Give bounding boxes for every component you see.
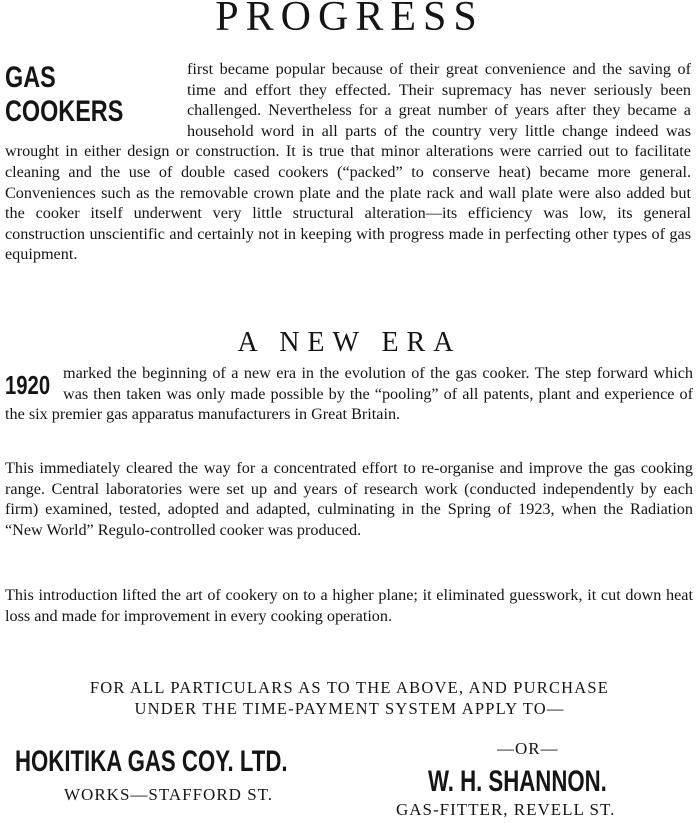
reorganise-paragraph: This immediately cleared the way for a concentrated effort to re-organise and improve the gas cooking range. Central laboratories were set up and years of research work (conducted independently by each firm) examined, tested, adopted and adapted, culminating in the Spring of 1923, when the Radiation “New World” Regulo-controlled cooker was produced. (5, 459, 693, 539)
lead-year: 1920 (5, 370, 51, 400)
introduction-paragraph: This introduction lifted the art of cookery on to a higher plane; it eliminated guesswork, it cut down heat loss and made for improvement in every cooking operation. (5, 586, 693, 625)
lead-heading-gas-cookers: GAS COOKERS (5, 61, 124, 128)
alt-supplier-name: W. H. SHANNON. (428, 765, 607, 798)
company-address: WORKS—STAFFORD ST. (64, 785, 274, 804)
or-separator: —OR— (497, 739, 559, 758)
ad-title: PROGRESS (215, 0, 484, 40)
intro-text: first became popular because of their great convenience and the saving of time and effort they effected. Their supremacy has never seriously been challenged. Nevertheless for a great number of years after they became a household word in all parts of the country very little change indeed was wrought in either design or construction. It is true that minor alterations were carried out to facilitate cleaning and the use of double cased cookers (“packed” to conserve heat) became more general. Conveniences such as the removable crown plate and the plate rack and wall plate were also added but the cooker itself underwent very little structural alteration—its efficiency was low, its general construction unscientific and certainly not in keeping with progress made in perfecting other types of gas equipment. (5, 60, 691, 264)
section-heading-new-era: A NEW ERA (237, 327, 462, 358)
footer-line-1: FOR ALL PARTICULARS AS TO THE ABOVE, AND PURCHASE (89, 678, 610, 697)
footer-line-2: UNDER THE TIME-PAYMENT SYSTEM APPLY TO— (134, 699, 565, 718)
alt-supplier-address: GAS-FITTER, REVELL ST. (396, 800, 616, 819)
company-name: HOKITIKA GAS COY. LTD. (15, 745, 288, 778)
era-text: marked the beginning of a new era in the evolution of the gas cooker. The step forward which was then taken was only made possible by the “pooling” of all patents, plant and experience of the six premier gas apparatus manufacturers in Great Britain. (5, 364, 693, 424)
intro-paragraph (5, 59, 691, 265)
era-paragraph (5, 363, 693, 425)
